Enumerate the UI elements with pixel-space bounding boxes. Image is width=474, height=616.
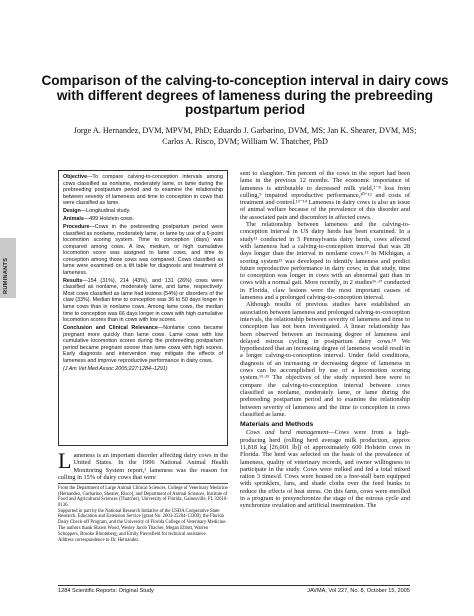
footnotes (58, 486, 228, 544)
footnote-affiliation: From the Department of Large Animal Clinical Sciences, College of Veterinary Medicine (Hernandez, Garbarino, Shearer, Risco), and Department of Animal Sciences, Institute of Food and Agricultural Sciences (Thatcher), University of Florida, Gainesville, FL 32610-0136. (58, 486, 228, 508)
design-label: Design (63, 208, 81, 215)
structured-abstract (58, 170, 228, 446)
footnote-funding: Supported in part by the National Research Initiative of the USDA Cooperative State Research, Education and Extension Service (grant No. 2003-35204-13309), the Florida Dairy Check-off Program, and the University of Florida College of Veterinary Medicine. (58, 508, 227, 525)
conclusion-text: —Nonlame cows became pregnant more quickly than lame cows. Lame cows with low cumulative locomotion scores during the prebreeding postpartum period became pregnant sooner than lame cows with high scores. Early diagnosis and intervention may mitigate the effects of lameness and improve reproductive performance in dairy cows. (63, 324, 223, 364)
footnote-acknowledgment: The authors thank Shawn Wood, Wesley Jacob Thacher, Megan Elliott, Warren Schoppers, Brooke Bloomberg, and Emily Pierosfield for technical assistance. (58, 526, 209, 537)
abstract-results (63, 278, 223, 324)
body-paragraph: Although results of previous studies have established an association between lameness and prolonged calving-to-conception intervals, the relationship between severity of lameness and time to conception has not been investigated. A linear relationship has been observed between an increasing degree of lameness and delayed estrous cycling in postpartum dairy cows.¹⁸ We hypothesized that an increasing degree of lameness would result in a longer calving-to-conception interval. Under field conditions, diagnosis of an increasing or decreasing degree of lameness in cows can be accomplished by use of a locomotion scoring system.¹⁵·¹⁹ The objectives of the study reported here were to compare the calving-to-conception interval between cows classified as nonlame, moderately lame, or lame during the prebreeding postpartum period and to examine the relationship between severity of lameness and the time to conception in cows classified as lame. (240, 301, 410, 418)
procedure-text: —Cows in the prebreeding postpartum period were classified as nonlame, moderately lame, or lame by use of a 6-point locomotion scoring system. Time to conception (days) was compared among cows. A low, medium, or high cumulative locomotion score was assigned to lame cows, and time to conception among those cows was compared. Cows classified as lame were examined on a tilt table for diagnosis and treatment of lameness. (63, 224, 223, 276)
section-tab (0, 238, 16, 298)
abstract-citation (63, 366, 223, 373)
results-label: Results (63, 277, 83, 284)
footer-divider (58, 585, 410, 586)
body-paragraph: The relationship between lameness and the calving-to-conception interval in US dairy herds has been examined. In a study¹¹ conducted in 5 Pennsylvania dairy herds, cows affected with lameness had a calving-to-conception interval that was 28 days longer than the interval in nonlame cows.¹² In Michigan, a scoring system¹⁵ was developed to identify lameness and predict future reproductive performance in dairy cows; in that study, time to conception was longer in cows with an abnormal gait than in cows with a normal gait. More recently, in 2 studies¹⁶·¹⁷ conducted in Florida, claw lesions were the most important causes of lameness and a prolonged calving-to-conception interval. (240, 221, 410, 302)
citation-text: (J Am Vet Med Assoc 2005;227:1284–1291) (63, 365, 168, 372)
section-tab-label: RUMINANTS (3, 257, 9, 294)
abstract-animals (63, 216, 223, 223)
footer-journal-info: JAVMA, Vol 227, No. 8, October 15, 2005 (307, 588, 410, 594)
footer-page-info: 1284 Scientific Reports: Original Study (58, 588, 154, 594)
authors-line-1: Jorge A. Hernandez, DVM, MPVM, PhD; Eduardo J. Garbarino, DVM, MS; Jan K. Shearer, DVM, MS; (73, 126, 417, 135)
abstract-conclusion (63, 325, 223, 364)
design-text: —Longitudinal study. (80, 208, 131, 215)
results-text: —154 (31%), 214 (43%), and 131 (26%) cows were classified as nonlame, moderately lame, and lame, respectively. Most cows classified as lame had lesions (54%) or disorders of the claw (33%). Median time to conception was 36 to 50 days longer in lame cows than in nonlame cows. Among lame cows, the median time to conception was 66 days longer in cows with high cumulative locomotion scores than in cows with low scores. (63, 277, 223, 324)
methods-subheading: Cows and herd management (246, 429, 329, 437)
methods-heading: Materials and Methods (240, 421, 314, 429)
introduction-paragraph (58, 448, 228, 481)
animals-text: —499 Holstein cows. (83, 216, 134, 223)
drop-cap: L (58, 448, 72, 473)
right-column (240, 170, 410, 510)
abstract-design (63, 208, 223, 215)
methods-text: —Cows were from a high-producing herd (rolling herd average milk production, approx 11,818 kg [26,001 lb]) of approximately 600 Holstein cows in Florida. The herd was selected on the basis of the prevalence of lameness, quality of veterinary records, and owner willingness to participate in the study. Cows were milked and fed a total mixed ration 3 times/d. Cows were housed on a free-stall barn equipped with sprinklers, fans, and shade cloths over the feed bunks to reduce the effects of heat stress. On this farm, cows were enrolled in a program to presynchronize the stage of the estrous cycle and synchronize ovulation and artificial insemination. The (240, 429, 410, 510)
authors-line-2: Carlos A. Risco, DVM; William W. Thatcher, PhD (162, 136, 328, 146)
objective-text: —To compare calving-to-conception intervals among cows classified as nonlame, moderately lame, or lame during the prebreeding postpartum period and to examine the relationship between severity of lameness and time to conception in cows that were classified as lame. (63, 174, 223, 207)
procedure-label: Procedure (63, 224, 90, 230)
footnote-correspondence: Address correspondence to Dr. Hernandez. (58, 537, 140, 543)
animals-label: Animals (63, 216, 84, 223)
objective-label: Objective (63, 174, 88, 180)
author-list (40, 126, 450, 147)
conclusion-label: Conclusion and Clinical Relevance (63, 324, 158, 331)
abstract-objective (63, 174, 223, 207)
abstract-procedure (63, 224, 223, 276)
body-paragraph: sent to slaughter. Ten percent of the cows in the report had been lame in the previous 12 months. The economic importance of lameness is attributable to decreased milk yield,²⁻⁸ loss from culling,⁹ impaired reproductive performance,¹⁰⁻¹² and costs of treatment and control.¹³⁻¹⁴ Lameness in dairy cows is also an issue of animal welfare because of the prevalence of this disorder and the associated pain and discomfort in affected cows. (240, 170, 410, 221)
intro-text: ameness is an important disorder affecting dairy cows in the United States. In the 1996 National Animal Health Monitoring System report,¹ lameness was the reason for culling in 15% of dairy cows that were (58, 452, 228, 481)
methods-paragraph (240, 429, 410, 509)
footnote-divider (58, 483, 228, 484)
article-title: Comparison of the calving-to-conception interval in dairy cows with different degrees of lameness during the prebreeding postpartum period (41, 73, 449, 117)
